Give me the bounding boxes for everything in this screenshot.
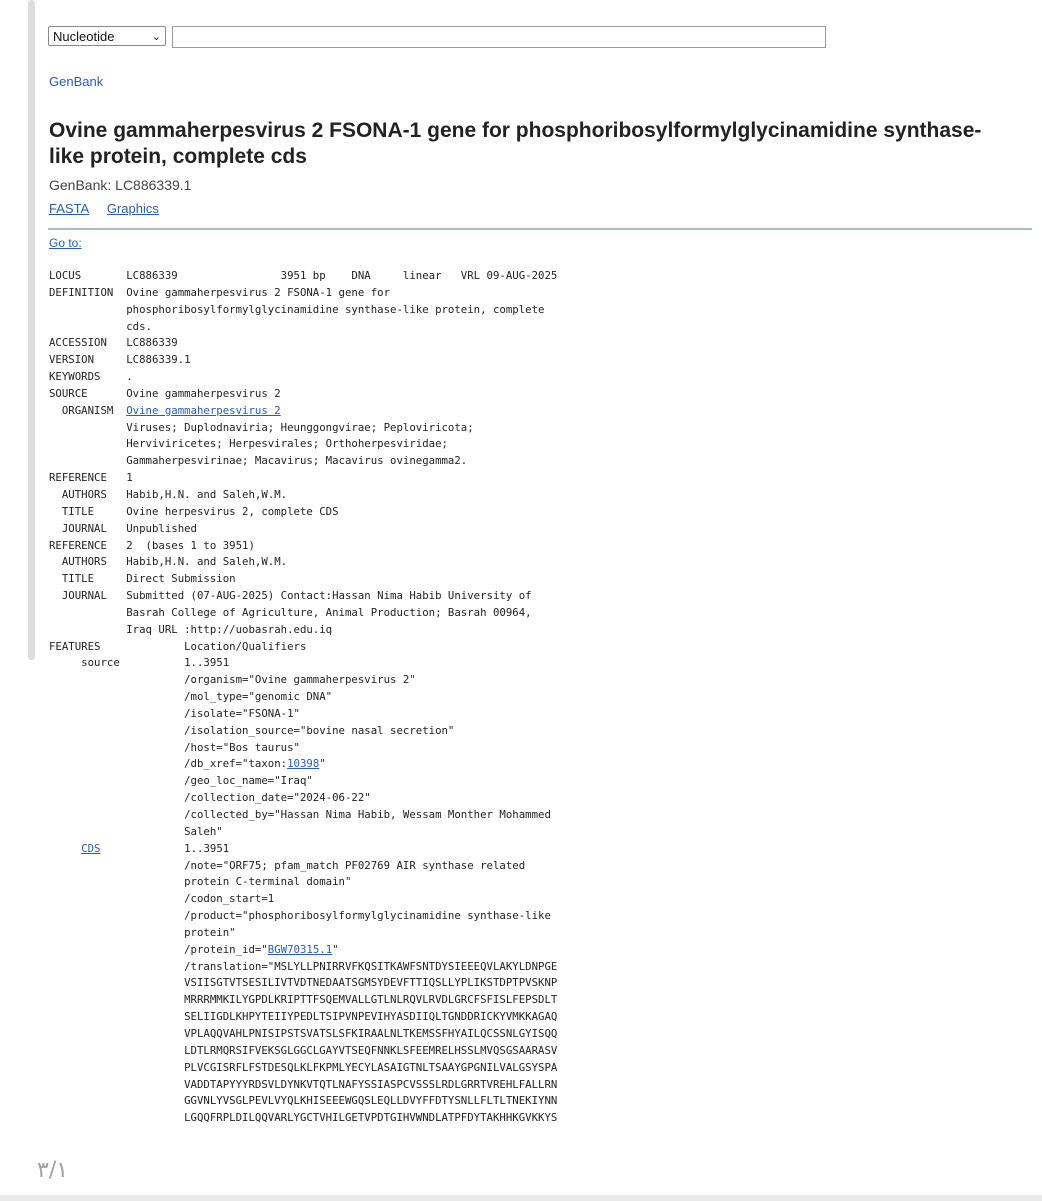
scrollbar[interactable]: [28, 0, 35, 660]
database-select[interactable]: [48, 26, 166, 46]
protein-id-close: ": [332, 942, 339, 956]
chevron-down-icon: ⌄: [151, 30, 161, 43]
translation-lines: /translation="MSLYLLPNIRRVFKQSITKAWFSNTDYSIEEEQVLAKYLDNPGE VSIISGTVTSESILIVTVDTNEDAATSGMSYDEVFTTIQSLLYPLIKSTDPTPVSKNP MRRRMMKILYGPDLKRIPTTFSQEMVALLGTLNLRQVLRVDLGRCFSFISLFEPSDLT SELIIGDLKHPYTEIIYPEDLTSIPVNPEVIHYASDIIQLTGNDDRICKYVMKKAGAQ VPLAQQVAHLPNISIPSTSVATSLSFKIRAALNLTKEMSSFHYAILQCSSNLGYISQQ LDTLRMQRSIFVEKSGLGGCLGAYVTSEQFNNKLSFEEMRELHSSLMVQSGSAARASV PLVCGISRFLFSTDESQLKLFKPMLYECYLASAIGTNLTSAAYGPGNILVALGSYSPA VADDTAPYYYRDSVLDYNKVTQTLNAFYSSIASPCVSSSLRDLGRRTVREHLFALLRN GGVNLYVSGLPEVLVYQLKHISEEEWGQSLEQLLDVYFFDTYSNLLFLTLTNEKIYNN LGQQFRPLDILQQVARLYGCTVHILGETVPDTGIHVWNDLATPFDYTAKHHKGVKKYS: [184, 959, 558, 1125]
protein-id-link[interactable]: BGW70315.1: [267, 942, 333, 956]
genbank-link[interactable]: GenBank: [49, 74, 104, 89]
db-xref-label: /db_xref="taxon:: [49, 757, 288, 771]
page-number: ٣/١: [37, 1158, 69, 1183]
cds-indent: [49, 842, 81, 855]
format-links: [49, 201, 173, 216]
organism-link[interactable]: Ovine gammaherpesvirus 2: [126, 403, 281, 417]
bottom-divider: [0, 1195, 1042, 1201]
db-xref-close: ": [319, 757, 326, 771]
goto-link[interactable]: Go to:: [49, 236, 82, 250]
accession-line: GenBank: LC886339.1: [49, 177, 192, 193]
protein-id-label: /protein_id=": [49, 942, 268, 956]
genbank-record: [49, 268, 557, 1127]
search-input[interactable]: [172, 26, 826, 48]
search-bar: [48, 26, 826, 48]
graphics-link[interactable]: Graphics: [106, 201, 159, 216]
source-tail-lines: /geo_loc_name="Iraq" /collection_date="2024-06-22" /collected_by="Hassan Nima Habib, Wessam Monther Mohammed Saleh": [184, 774, 551, 838]
page-title: Ovine gammaherpesvirus 2 FSONA-1 gene for phosphoribosylformylglycinamidine synthase-like protein, complete cds: [49, 119, 982, 168]
organism-label: ORGANISM: [49, 403, 127, 417]
fasta-link[interactable]: FASTA: [49, 201, 90, 216]
taxon-link[interactable]: 10398: [287, 757, 320, 771]
database-select-value: Nucleotide: [53, 28, 115, 44]
section-divider: [48, 228, 1032, 230]
record-header-lines: LOCUS LC886339 3951 bp DNA linear VRL 09-AUG-2025 DEFINITION Ovine gammaherpesvirus 2 FSONA-1 gene for phosphoribosylformylglycinamidine synthase-like protein, complete cds. ACCESSION LC886339 VERSION LC886339.1 KEYWORDS . SOURCE Ovine gammaherpesvirus 2: [49, 269, 558, 400]
record-reference-lines: Viruses; Duplodnaviria; Heunggongvirae; Peploviricota; Herviviricetes; Herpesvirales; Orthoherpesviridae; Gammaherpesvirinae; Macavirus; Macavirus ovinegamma2. REFERENCE 1 AUTHORS Habib,H.N. and Saleh,W.M. TITLE Ovine herpesvirus 2, complete CDS JOURNAL Unpublished REFERENCE 2 (bases 1 to 3951) AUTHORS Habib,H.N. and Saleh,W.M. TITLE Direct Submission JOURNAL Submitted (07-AUG-2025) Contact:Hassan Nima Habib University of Basrah College of Agriculture, Animal Production; Basrah 00964, Iraq URL :http://uobasrah.edu.iq FEATURES Location/Qualifiers source 1..3951 /organism="Ovine gammaherpesvirus 2" /mol_type="genomic DNA" /isolate="FSONA-1" /isolation_source="bovine nasal secretion" /host="Bos taurus": [49, 420, 532, 754]
cds-qualifier-lines: /note="ORF75; pfam_match PF02769 AIR synthase related protein C-terminal domain" /codon_start=1 /product="phosphoribosylformylglycinamidine synthase-like protein": [184, 858, 551, 939]
cds-link[interactable]: CDS: [81, 841, 101, 855]
cds-location: 1..3951: [100, 841, 230, 855]
